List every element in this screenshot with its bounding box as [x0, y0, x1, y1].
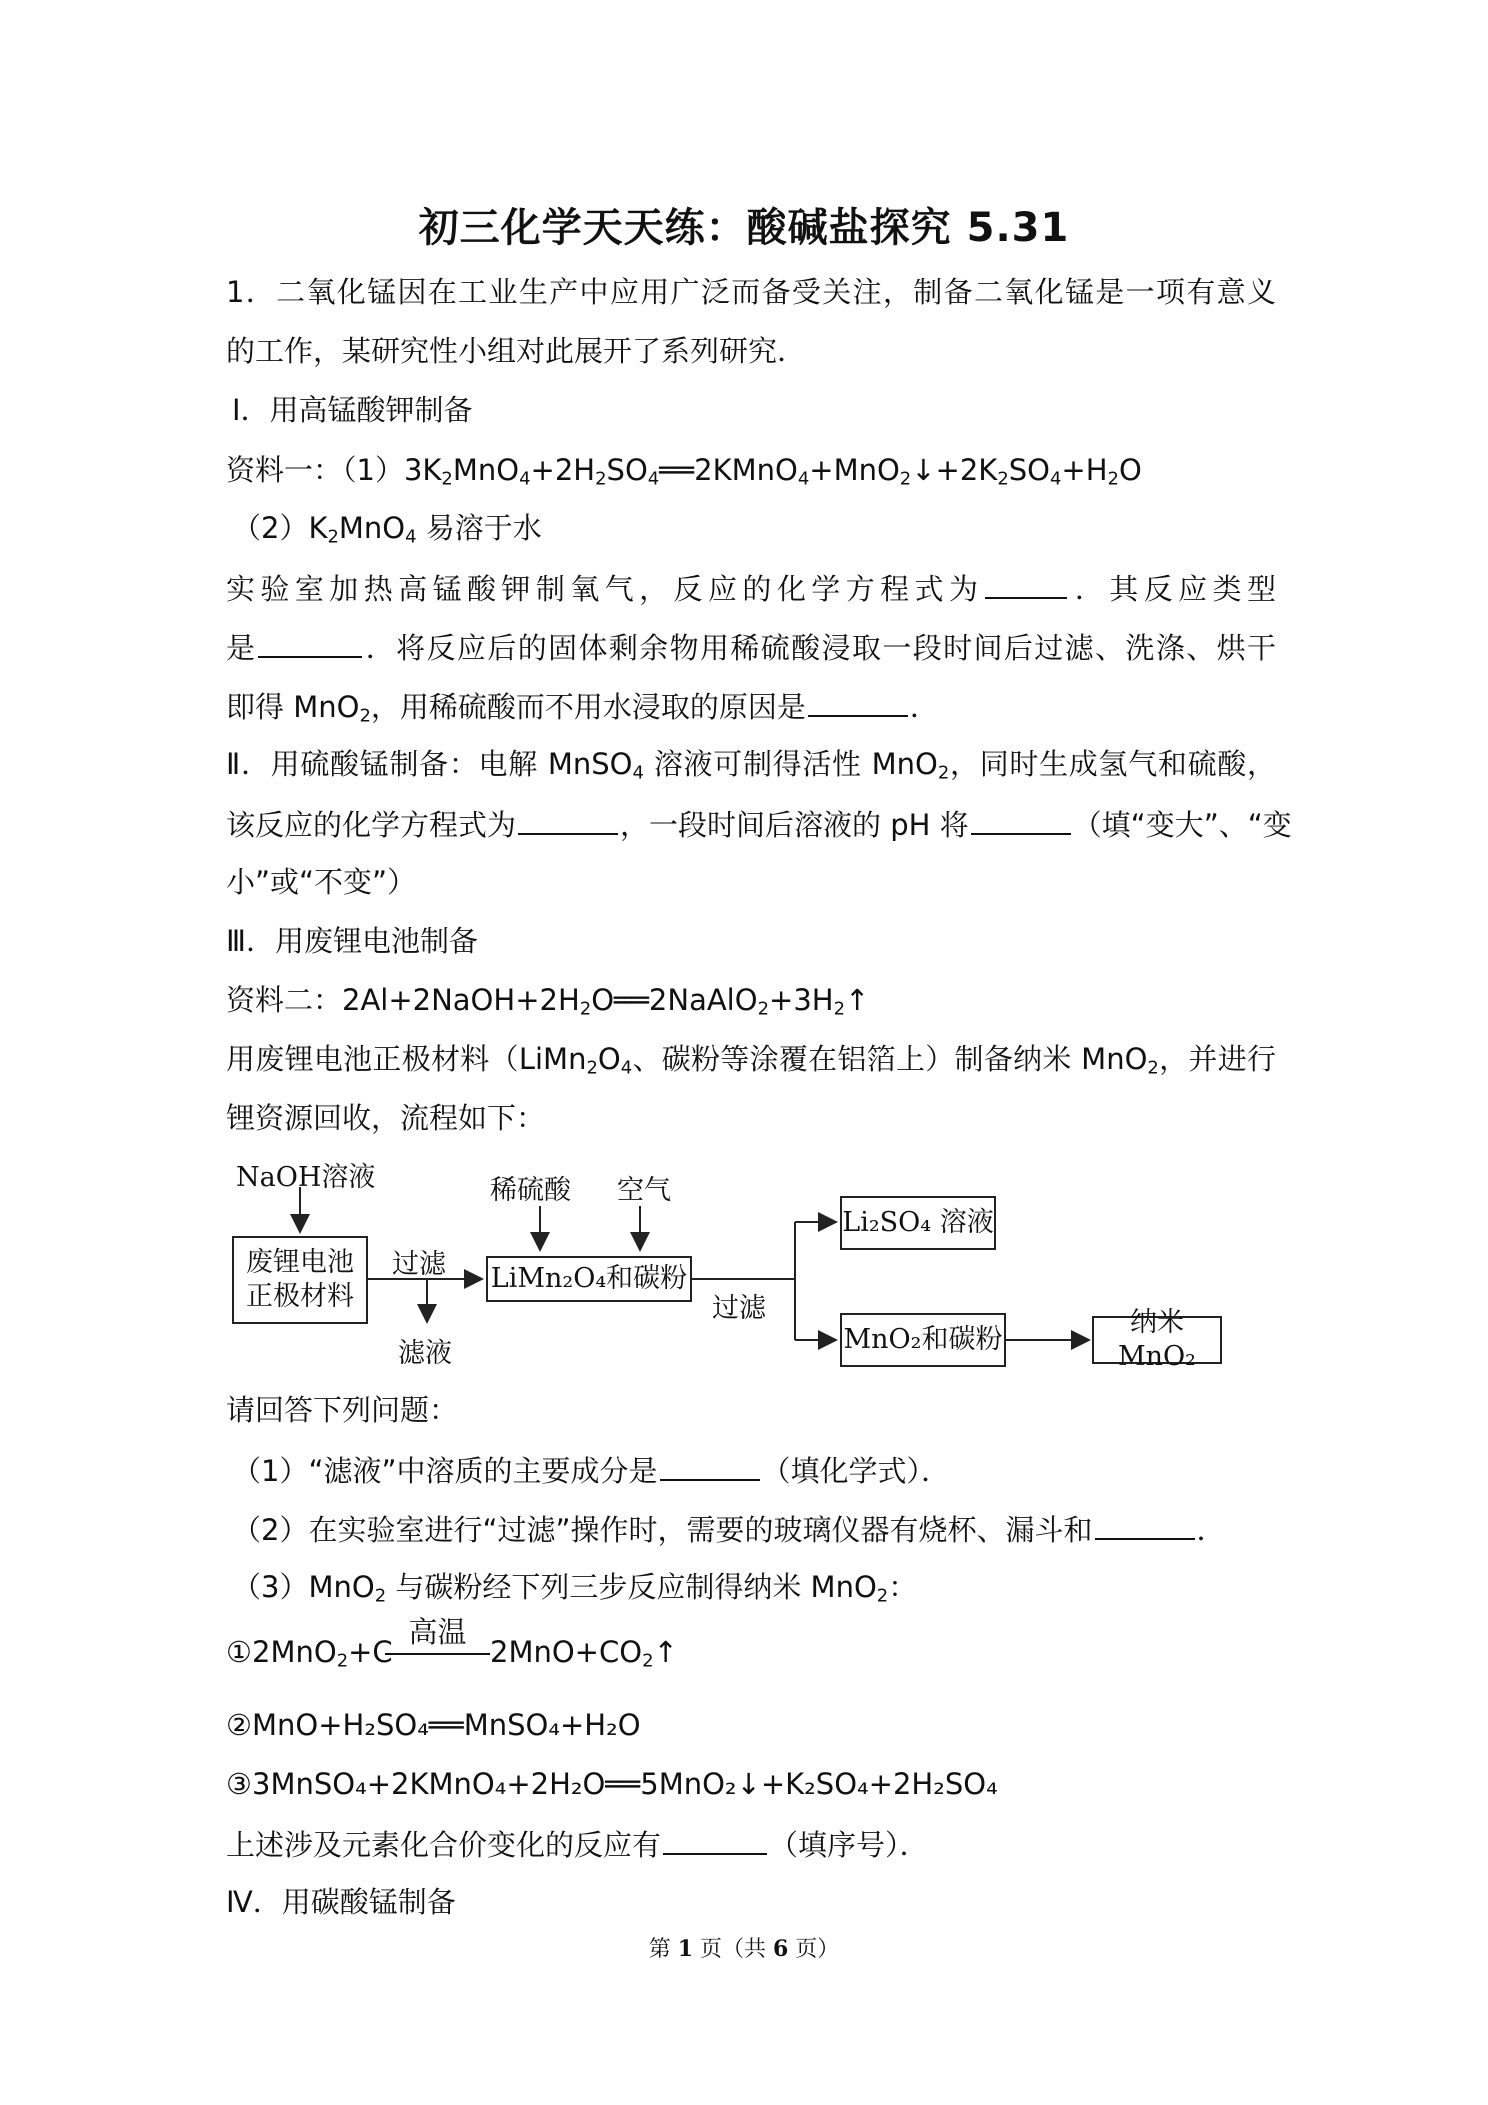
reaction-2: ②MnO+H₂SO₄══MnSO₄+H₂O [226, 1708, 641, 1742]
part-2-line-3: 小”或“不变”） [226, 865, 417, 899]
part-4-heading: Ⅳ．用碳酸锰制备 [226, 1885, 456, 1919]
question-3: （3）MnO$_2$ 与碳粉经下列三步反应制得纳米 MnO$_2$： [232, 1570, 918, 1607]
part-2-line-1: Ⅱ．用硫酸锰制备：电解 MnSO$_4$ 溶液可制得活性 MnO$_2$，同时生成氢气和硫酸， [226, 747, 1276, 784]
flow-box-limn2o4-carbon: LiMn₂O₄和碳粉 [486, 1256, 692, 1302]
part-3-paragraph-line-2: 锂资源回收，流程如下： [226, 1101, 546, 1135]
questions-lead: 请回答下列问题： [226, 1393, 459, 1427]
page-footer: 第 1 页（共 6 页） [648, 1936, 840, 1962]
part-1-paragraph-line-2: 是 ．将反应后的固体剩余物用稀硫酸浸取一段时间后过滤、洗涤、烘干 [226, 626, 1276, 668]
part-3-paragraph-line-1: 用废锂电池正极材料（$LiMn_2O_4$、碳粉等涂覆在铝箔上）制备纳米 MnO$_2$，并进行 [226, 1042, 1276, 1079]
flow-naoh-label: NaOH溶液 [236, 1162, 376, 1193]
question-2: （2）在实验室进行“过滤”操作时，需要的玻璃仪器有烧杯、漏斗和 ． [232, 1508, 1282, 1550]
flow-air-label: 空气 [617, 1175, 671, 1206]
question-1-intro-line-1: 1．二氧化锰因在工业生产中应用广泛而备受关注，制备二氧化锰是一项有意义 [226, 275, 1276, 309]
flow-box-mno2-carbon: MnO₂和碳粉 [840, 1313, 1006, 1367]
question-1-intro-line-2: 的工作，某研究性小组对此展开了系列研究． [226, 334, 807, 368]
reaction-1-left: ①2MnO$_2$+C [226, 1635, 393, 1672]
answer-blank[interactable] [663, 1823, 767, 1855]
data-2-equation: 资料二：$2Al+2NaOH+2H_2O══2NaAlO_2+3H_2↑$ [226, 983, 870, 1020]
part-1-paragraph-line-1: 实验室加热高锰酸钾制氧气，反应的化学方程式为 ．其反应类型 [226, 567, 1276, 609]
part-2-line-2: 该反应的化学方程式为 ，一段时间后溶液的 pH 将 （填“变大”、“变 [226, 803, 1276, 845]
question-3-conclusion: 上述涉及元素化合价变化的反应有 （填序号）． [226, 1823, 1276, 1865]
flow-filtrate-label: 滤液 [398, 1338, 452, 1369]
answer-blank[interactable] [1095, 1508, 1195, 1540]
flow-box-li2so4-solution: Li₂SO₄ 溶液 [840, 1196, 996, 1250]
page-title: 初三化学天天练：酸碱盐探究 5.31 [418, 205, 1070, 251]
part-1-heading: Ⅰ．用高锰酸钾制备 [232, 393, 473, 427]
flow-acid-label: 稀硫酸 [490, 1175, 571, 1206]
part-1-paragraph-line-3: 即得 MnO$_2$，用稀硫酸而不用水浸取的原因是 ． [226, 685, 1276, 736]
question-1: （1）“滤液”中溶质的主要成分是 （填化学式）． [232, 1449, 1282, 1491]
part-3-heading: Ⅲ．用废锂电池制备 [226, 924, 478, 958]
total-pages: 6 [773, 1936, 789, 1962]
answer-blank[interactable] [660, 1449, 760, 1481]
flow-box-nano-mno2: 纳米MnO₂ [1092, 1316, 1222, 1364]
current-page-number: 1 [677, 1936, 693, 1962]
reaction-1-condition: 高温 [385, 1610, 490, 1670]
data-1-note: $(2)K_2MnO_4$ 易溶于水 [232, 511, 542, 548]
flow-filter-label-2: 过滤 [712, 1293, 766, 1324]
reaction-1-right: $2MnO+CO_2↑$ [490, 1635, 678, 1672]
flow-box-battery-material: 废锂电池 正极材料 [232, 1236, 368, 1324]
flow-filter-label-1: 过滤 [392, 1249, 446, 1280]
data-1-equation: 资料一：$(1)3K_2MnO_4+2H_2SO_4══2KMnO_4+MnO_2↓+2K_2SO_4+H_2O$ [226, 453, 1142, 490]
reaction-3: ③3MnSO₄+2KMnO₄+2H₂O══5MnO₂↓+K₂SO₄+2H₂SO₄ [226, 1767, 998, 1801]
